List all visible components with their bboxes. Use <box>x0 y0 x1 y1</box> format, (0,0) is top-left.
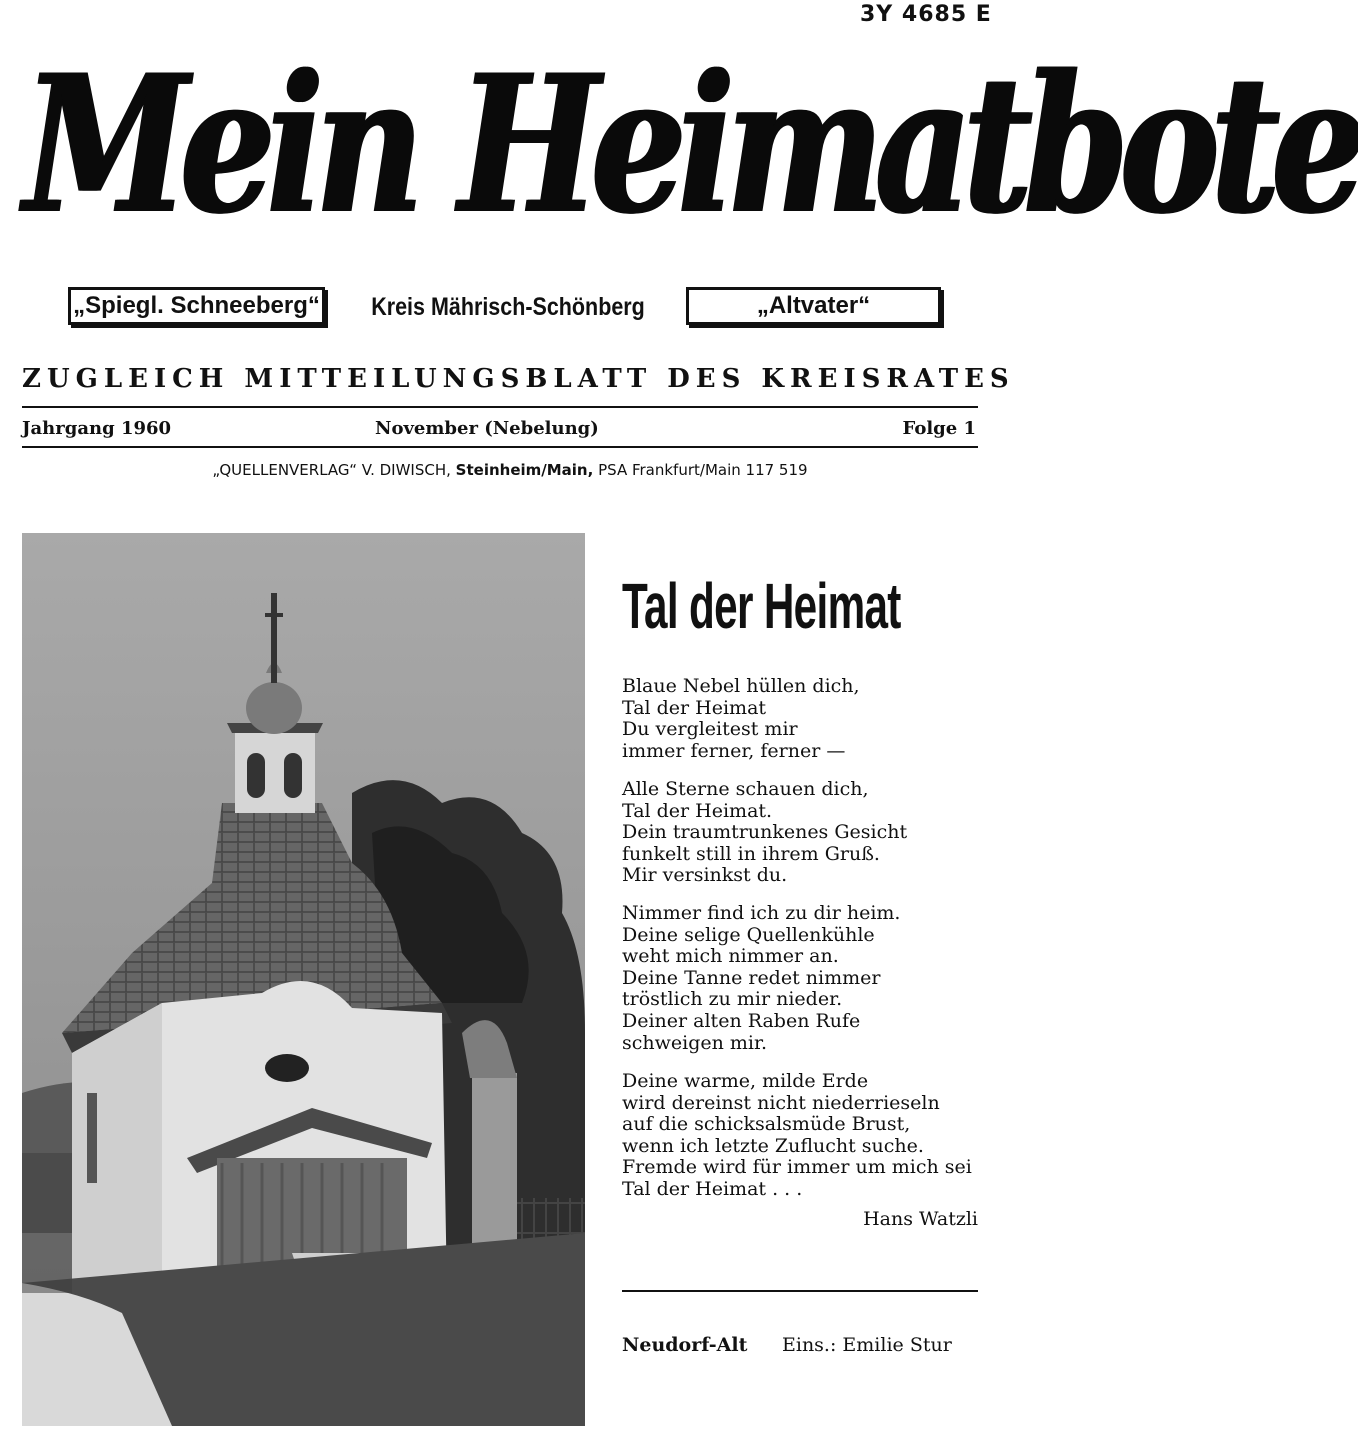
poem-line: Blaue Nebel hüllen dich, <box>622 675 860 697</box>
chapel-photo-illustration <box>22 533 585 1426</box>
poem-line: Deiner alten Raben Rufe <box>622 1009 861 1032</box>
publisher-name: „QUELLENVERLAG“ V. DIWISCH, <box>212 461 451 479</box>
poem-title: Tal der Heimat <box>622 570 901 642</box>
poem-line: wenn ich letzte Zuflucht suche. <box>622 1134 924 1157</box>
poem-line: wird dereinst nicht niederrieseln <box>622 1091 940 1114</box>
issue-number: Folge 1 <box>902 418 976 439</box>
poem-line: Du vergleitest mir <box>622 718 798 741</box>
poem-line: Alle Sterne schauen dich, <box>622 778 869 800</box>
issue-month: November (Nebelung) <box>375 418 599 439</box>
subtitle: ZUGLEICH MITTEILUNGSBLATT DES KREISRATES <box>22 364 1015 394</box>
archive-code: 3Y 4685 E <box>860 2 992 27</box>
poem-line: Deine warme, milde Erde <box>622 1070 869 1092</box>
sender-note: Eins.: Emilie Stur <box>782 1334 952 1356</box>
chapel-photo <box>22 533 585 1426</box>
poem-stanza-1 <box>622 676 982 762</box>
issue-year: Jahrgang 1960 <box>22 418 172 439</box>
poem-line: Mir versinkst du. <box>622 864 788 887</box>
poem-line: schweigen mir. <box>622 1031 768 1054</box>
poem-line: auf die schicksalsmüde Brust, <box>622 1113 911 1136</box>
poem-line: Dein traumtrunkenes Gesicht <box>622 821 908 844</box>
divider-top <box>22 406 978 408</box>
poem-line: Fremde wird für immer um mich sei <box>622 1156 972 1179</box>
poem-author: Hans Watzli <box>863 1208 978 1230</box>
poem-line: immer ferner, ferner — <box>622 739 846 762</box>
poem-stanza-4 <box>622 1071 982 1201</box>
divider-poem <box>622 1290 978 1292</box>
poem-line: Tal der Heimat <box>622 696 767 719</box>
region-box-left: „Spiegl. Schneeberg“ <box>68 287 325 325</box>
place-heading: Neudorf-Alt <box>622 1334 748 1356</box>
poem-line: funkelt still in ihrem Gruß. <box>622 842 880 865</box>
poem-line: Deine Tanne redet nimmer <box>622 966 881 989</box>
region-title: Kreis Mährisch-Schönberg <box>371 293 645 321</box>
region-box-right: „Altvater“ <box>686 287 941 325</box>
poem-stanza-2 <box>622 779 982 887</box>
publisher-city: Steinheim/Main, <box>455 461 594 479</box>
masthead-title: Mein Heimatbote <box>24 33 1358 256</box>
masthead-logo <box>24 30 1358 280</box>
poem-stanza-3 <box>622 903 982 1054</box>
poem-line: Tal der Heimat. <box>622 799 773 822</box>
poem-line: Deine selige Quellenkühle <box>622 923 875 946</box>
poem-line: Tal der Heimat . . . <box>622 1177 803 1200</box>
poem-line: Nimmer find ich zu dir heim. <box>622 902 901 924</box>
divider-bottom <box>22 446 978 448</box>
publisher-psa: PSA Frankfurt/Main 117 519 <box>598 461 808 479</box>
poem-line: weht mich nimmer an. <box>622 945 839 968</box>
publisher-line <box>140 461 880 479</box>
poem-line: tröstlich zu mir nieder. <box>622 988 843 1011</box>
